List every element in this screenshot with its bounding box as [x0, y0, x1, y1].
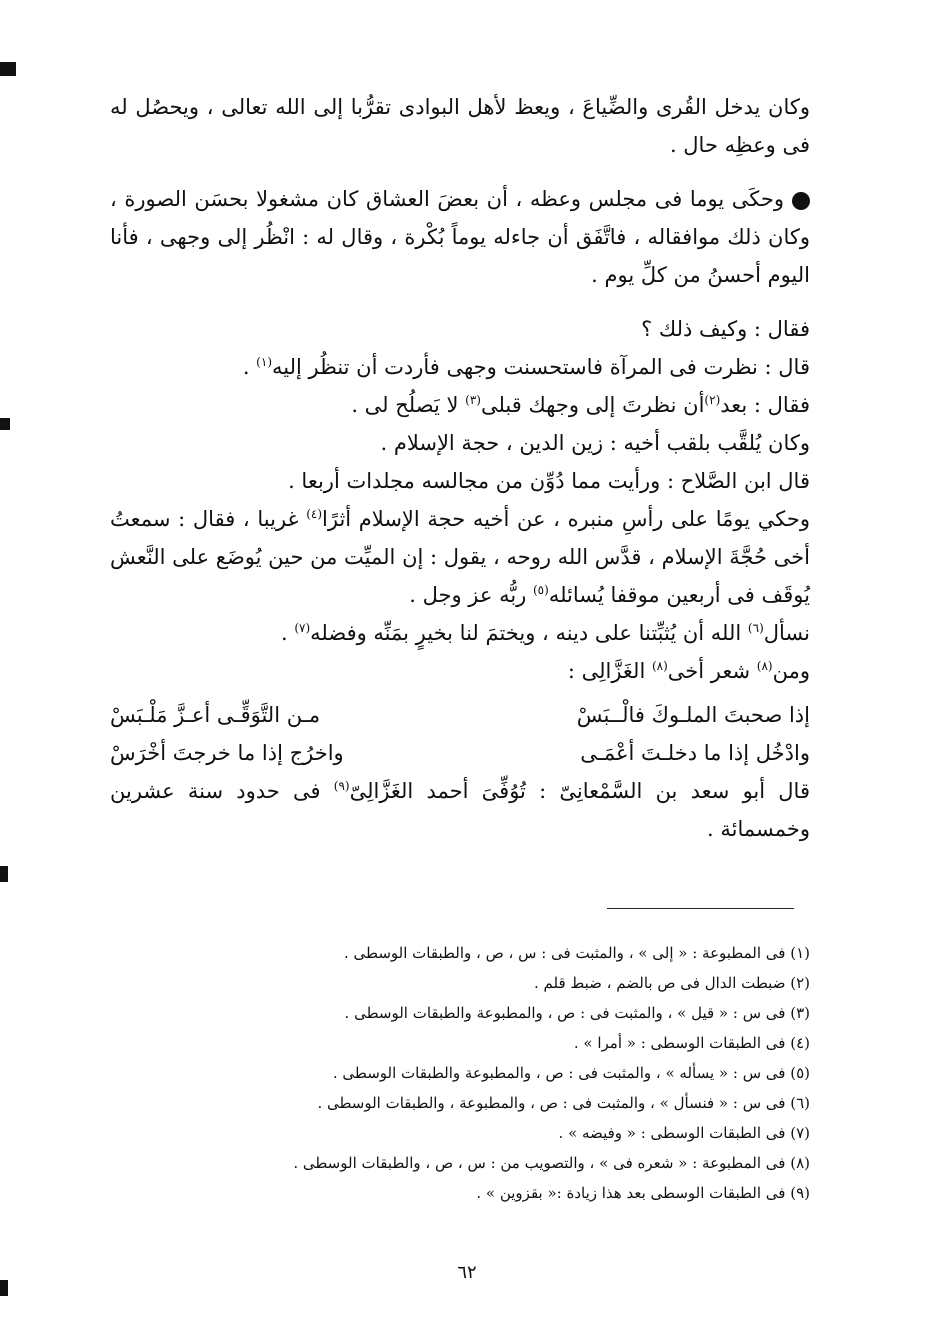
text-run: وحكي يومًا على رأسِ منبره ، عن أخيه حجة الإسلام أثرًا	[322, 507, 811, 531]
text-line: فقال : وكيف ذلك ؟	[641, 317, 810, 341]
footnote-divider	[607, 908, 794, 909]
footnote-ref: (٢)	[704, 393, 721, 407]
footnote-ref: (٧)	[294, 621, 311, 635]
text-run: .	[242, 355, 257, 379]
paragraph	[110, 180, 810, 294]
footnote-ref: (٤)	[306, 507, 323, 521]
footnote: (٢) ضبطت الدال فى ص بالضم ، ضبط قلم .	[533, 974, 810, 992]
scan-edge-mark	[0, 418, 10, 430]
paragraph	[110, 500, 810, 614]
text-line	[110, 652, 810, 690]
verse-second-hemistich: مـن التَّوَقِّـى أعـزَّ مَلْـبَسْ	[110, 703, 321, 727]
verse-second-hemistich: واخرُج إذا ما خرجتَ أخْرَسْ	[110, 741, 344, 765]
text-run: الله أن يُثبِّتنا على دينه ، ويختمَ لنا بخيرٍ بمَنِّه وفضله	[310, 621, 748, 645]
text-run: قال أبو سعد بن السَّمْعانِىّ : تُوُفِّىَ أحمد الغَزَّالِىّ	[349, 779, 810, 803]
page-number: ٦٢	[457, 1262, 477, 1283]
text-run: نسأل	[763, 621, 810, 645]
footnote: (٣) فى س : « قيل » ، والمثبت فى : ص ، والمطبوعة والطبقات الوسطى .	[344, 1004, 810, 1022]
text-run: ربُّه عز وجل .	[409, 583, 533, 607]
footnote: (١) فى المطبوعة : « إلى » ، والمثبت فى : س ، ص ، والطبقات الوسطى .	[344, 944, 810, 962]
poem-verse	[110, 734, 810, 772]
text-run: شعر أخى	[667, 659, 757, 683]
text-run: قال : نظرت فى المرآة فاستحسنت وجهى فأردت أن تنظُر إليه	[272, 355, 810, 379]
text-line	[110, 614, 810, 652]
text-line	[110, 348, 810, 386]
footnote-ref: (٦)	[747, 621, 764, 635]
footnote: (٥) فى س : « يسأله » ، والمثبت فى : ص ، والمطبوعة والطبقات الوسطى .	[332, 1064, 810, 1082]
footnotes	[110, 938, 810, 1208]
verse-first-hemistich: إذا صحبتَ الملـوكَ فالْــبَسْ	[576, 703, 810, 727]
text-line: قال ابن الصَّلاح : ورأيت مما دُوِّن من مجالسه مجلدات أربعا .	[288, 469, 810, 493]
footnote: (٤) فى الطبقات الوسطى : « أمرا » .	[573, 1034, 810, 1052]
footnote: (٦) فى س : « فنسأل » ، والمثبت فى : ص ، والمطبوعة ، والطبقات الوسطى .	[317, 1094, 810, 1112]
scan-edge-mark	[0, 866, 8, 882]
text-run: .	[280, 621, 295, 645]
poem-verse	[110, 696, 810, 734]
footnote-ref: (١)	[256, 355, 272, 369]
paragraph-text: وحكَى يوما فى مجلس وعظه ، أن بعضَ العشاق كان مشغولا بحسَن الصورة ، وكان ذلك موافقاله ، فاتَّفَق أن جاءله يوماً بُكْرة ، وقال له : انْظُر إلى وجهى ، فأنا اليوم أحسنُ من كلِّ يوم .	[110, 187, 810, 287]
text-run: ومن	[772, 659, 810, 683]
text-run: لا يَصلُح لى .	[351, 393, 466, 417]
main-text	[110, 88, 810, 848]
text-line	[110, 772, 810, 848]
bullet-icon	[792, 192, 810, 210]
footnote-ref: (٣)	[465, 393, 481, 407]
footnote: (٩) فى الطبقات الوسطى بعد هذا زيادة :« بقزوين » .	[476, 1184, 810, 1202]
footnote-ref: (٨)	[651, 659, 668, 673]
footnote: (٧) فى الطبقات الوسطى : « وفيضه » .	[558, 1124, 810, 1142]
text-run: فى حدود سنة عشرين وخمسمائة .	[110, 779, 810, 841]
text-run: غريبا ، فقال : سمعتُ أخى حُجَّةَ الإسلام ، قدَّس الله روحه ، يقول : إن الميِّت من حين يُوضَع على النَّعش يُوقَف فى أربعين موقفا يُسائله	[109, 507, 810, 607]
footnote-ref: (٩)	[333, 779, 350, 793]
footnote-ref: (٨)	[756, 659, 773, 673]
footnote-ref: (٥)	[532, 583, 549, 597]
footnote: (٨) فى المطبوعة : « شعره فى » ، والتصويب من : س ، ص ، والطبقات الوسطى .	[293, 1154, 810, 1172]
paragraph: وكان يدخل القُرى والضِّياعَ ، ويعظ لأهل البوادى تقرُّبا إلى الله تعالى ، ويحصُل له فى وعظِه حال .	[110, 95, 810, 157]
scan-edge-mark	[0, 62, 16, 76]
text-line: وكان يُلقَّب بلقب أخيه : زين الدين ، حجة الإسلام .	[380, 431, 810, 455]
text-line	[110, 386, 810, 424]
text-run: فقال : بعد	[720, 393, 810, 417]
text-run: أن نظرتَ إلى وجهك قبلى	[480, 393, 705, 417]
text-run: الغَزَّالِى :	[567, 659, 652, 683]
verse-first-hemistich: وادْخُل إذا ما دخلـتَ أعْمَـى	[580, 741, 810, 765]
